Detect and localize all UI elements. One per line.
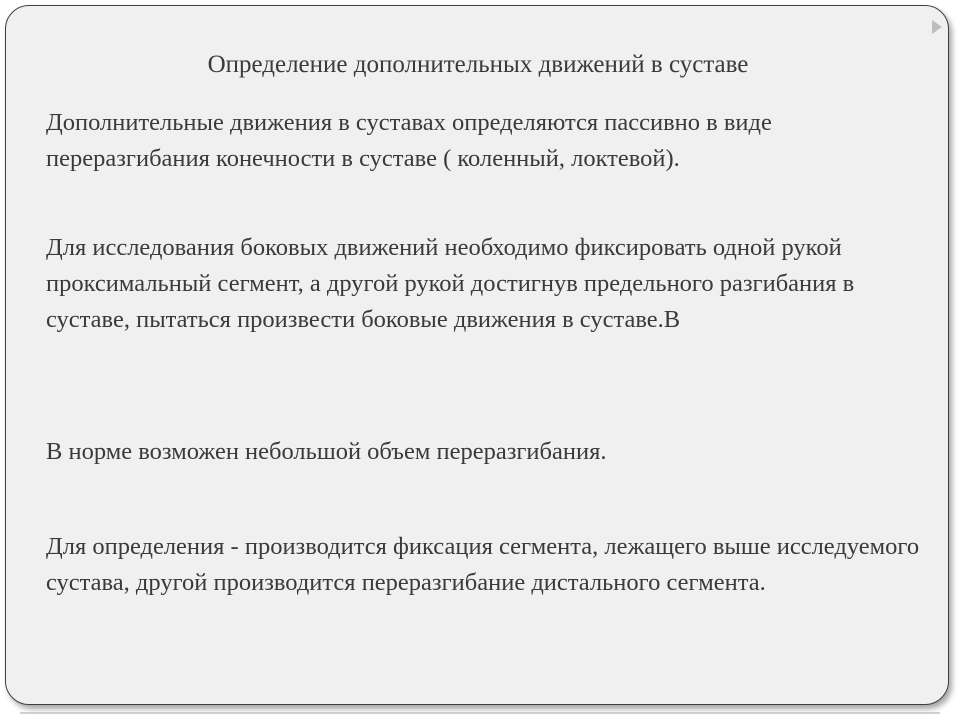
triangle-right-icon (932, 20, 942, 34)
paragraph-normal-range: В норме возможен небольшой объем переразгибания. (46, 438, 607, 465)
paragraph-determination-method: Для определения - производится фиксация сегмента, лежащего выше исследуемого сустава, другой производится переразгибание дистального сегмента. (46, 533, 920, 596)
slide-frame (5, 5, 949, 705)
paragraph-lateral-movements: Для исследования боковых движений необходимо фиксировать одной рукой проксимальный сегмент, а другой рукой достигнув предельного разгибания в суставе, пытаться произвести боковые движения в суставе.В (46, 234, 855, 333)
paragraph-passive-hyperextension: Дополнительные движения в суставах определяются пассивно в виде переразгибания конечности в суставе ( коленный, локтевой). (46, 109, 772, 172)
bottom-divider (20, 712, 940, 714)
slide-title: Определение дополнительных движений в суставе (207, 51, 749, 78)
